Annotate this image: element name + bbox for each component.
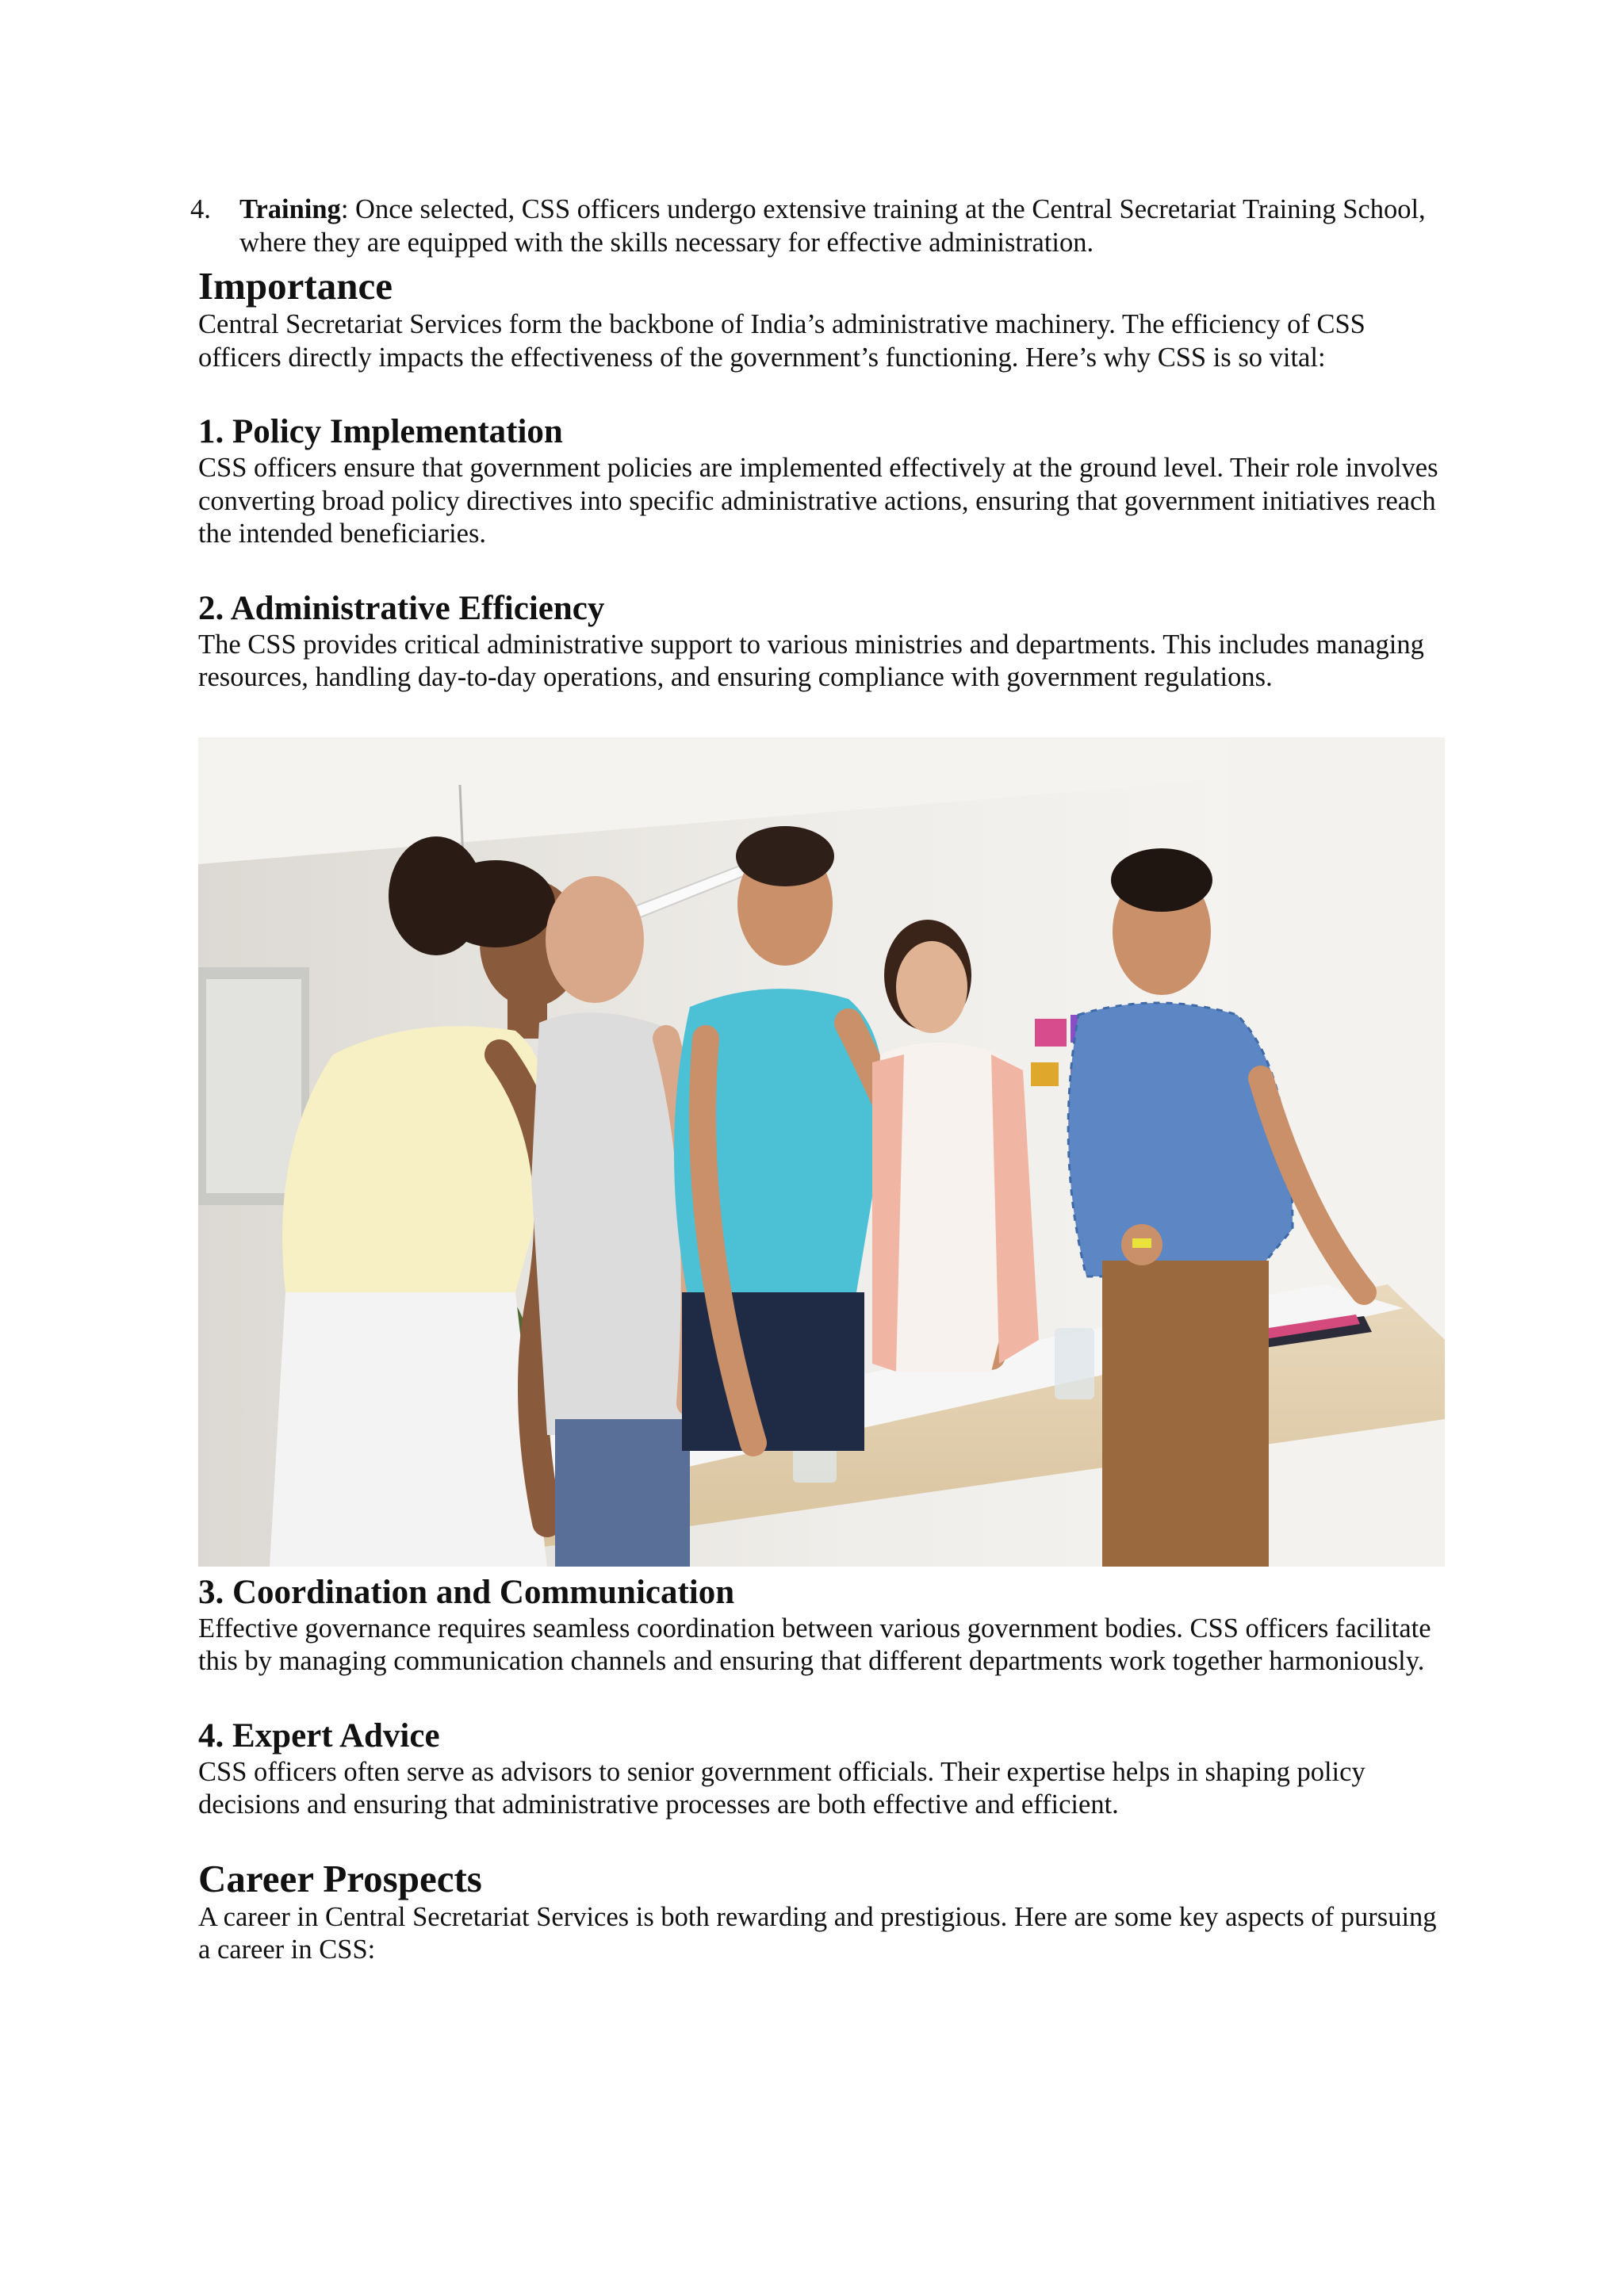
paragraph-administrative-efficiency: The CSS provides critical administrative support to various ministries and departments. This includes managing resources, handling day-to-day operations, and ensuring compliance with government regulations. [198, 629, 1424, 692]
heading-coordination-communication: 3. Coordination and Communication [198, 1573, 735, 1611]
document-content [190, 193, 1443, 1967]
heading-expert-advice: 4. Expert Advice [198, 1716, 440, 1755]
paragraph-policy-implementation: CSS officers ensure that government policies are implemented effectively at the ground level. Their role involves converting broad policy directives into specific administrative actions, ensuring that government initiatives reach the intended beneficiaries. [198, 453, 1438, 549]
heading-career-prospects: Career Prospects [198, 1856, 482, 1900]
paragraph-importance-intro: Central Secretariat Services form the backbone of India’s administrative machinery. The efficiency of CSS officers directly impacts the effectiveness of the government’s functioning. Here’s why CSS is so vital: [198, 309, 1365, 373]
heading-importance: Importance [198, 264, 393, 308]
list-item-label: Training [239, 194, 341, 224]
team-meeting-photo [198, 737, 1445, 1567]
paragraph-career-prospects-intro: A career in Central Secretariat Services is both rewarding and prestigious. Here are some key aspects of pursuing a career in CSS: [198, 1901, 1437, 1965]
list-item-text: : Once selected, CSS officers undergo extensive training at the Central Secretariat Training School, where they are equipped with the skills necessary for effective administration. [239, 194, 1426, 258]
heading-administrative-efficiency: 2. Administrative Efficiency [198, 589, 605, 627]
paragraph-expert-advice: CSS officers often serve as advisors to senior government officials. Their expertise helps in shaping policy decisions and ensuring that administrative processes are both effective and efficient. [198, 1756, 1365, 1820]
list-item-training [190, 193, 1443, 259]
paragraph-coordination-communication: Effective governance requires seamless coordination between various government bodies. CSS officers facilitate this by managing communication channels and ensuring that different departments work together harmoniously. [198, 1613, 1431, 1676]
heading-policy-implementation: 1. Policy Implementation [198, 413, 563, 450]
list-number: 4. [190, 194, 211, 224]
